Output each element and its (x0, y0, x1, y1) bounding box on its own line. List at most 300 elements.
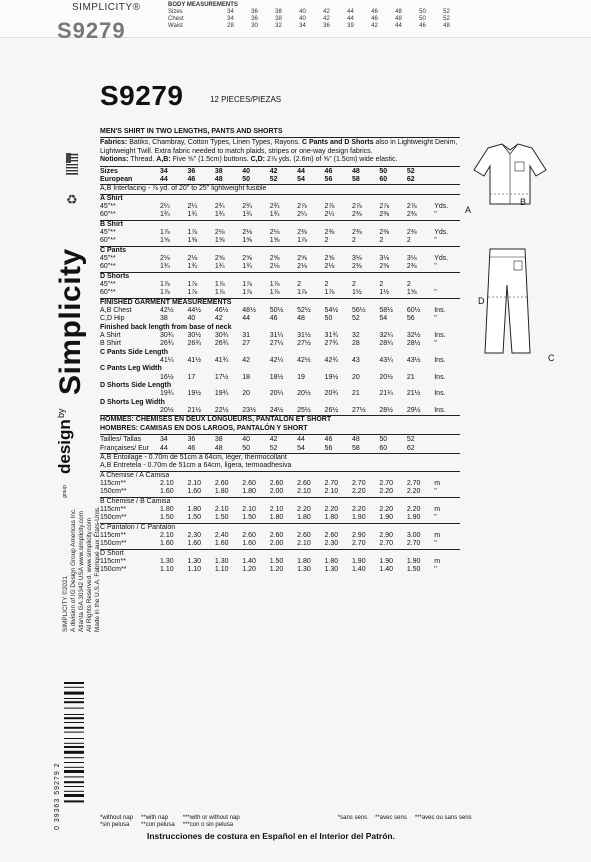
fabrics-label: Fabrics: (100, 139, 128, 147)
cell: 1.20 (242, 566, 256, 574)
cell: 58 (351, 444, 360, 452)
cell: 2.20 (406, 488, 421, 496)
cell: 1.50 (214, 514, 229, 522)
cell: 3.00 (406, 532, 421, 540)
unit: Ins. (434, 307, 446, 315)
cell: 42 (269, 167, 278, 175)
row-label: A Shirt (100, 332, 121, 340)
finished-row (100, 390, 455, 398)
cell: 2⅞ (297, 203, 307, 211)
body-cell: 48 (395, 16, 402, 22)
notions-text: Thread. (130, 156, 155, 164)
cell: 28 (351, 340, 360, 348)
cell: 2.10 (187, 480, 202, 488)
cell: 50 (324, 315, 333, 323)
finished-row (100, 357, 455, 365)
unit: m (434, 506, 441, 514)
yardage-table (100, 281, 455, 298)
cell: 40 (242, 167, 251, 175)
cell: 1⅝ (160, 237, 170, 245)
cell: 26½ (324, 407, 339, 415)
cell: 2⅛ (160, 255, 170, 263)
fabrics-bold: C Pants and D Shorts (301, 139, 374, 147)
shirt-sketch (470, 140, 550, 210)
cell: 1.30 (160, 558, 174, 566)
row-label: Sizes (100, 167, 118, 175)
cell: 1⅞ (242, 281, 253, 289)
cell: 1.20 (269, 566, 284, 574)
body-cell: 42 (371, 23, 378, 29)
fabrics-text: Batiks, Chambray, Cotton Types, Linen Types, Rayons. (129, 139, 300, 147)
finished-table-1 (100, 307, 455, 324)
spanish-yardage-row (100, 488, 455, 496)
finished-row (100, 374, 455, 382)
body-cell: 44 (347, 9, 354, 15)
yardage-row (100, 237, 455, 245)
spanish-yardage-row (100, 480, 455, 488)
cell: 1⅞ (187, 229, 198, 237)
cell: 1⅞ (297, 237, 307, 245)
fabrics-paragraph (100, 139, 460, 156)
cell: 2 (297, 281, 302, 289)
unit: " (434, 540, 437, 548)
cell: 60 (379, 175, 388, 183)
cell: 27½ (297, 340, 311, 348)
cell: 1¾ (214, 211, 225, 219)
cell: 17 (187, 373, 196, 381)
cell: 2 (324, 237, 329, 245)
cell: 1.80 (242, 488, 256, 496)
note-without-nap: *without nap (100, 815, 134, 821)
cell: 1.30 (324, 566, 339, 574)
cell: 2.70 (324, 480, 339, 488)
unit: " (434, 211, 437, 219)
unit: " (434, 289, 437, 297)
body-row-label: Waist (168, 23, 183, 29)
cell: 32½ (406, 332, 421, 340)
finished-row (100, 407, 455, 415)
cell: 1.30 (187, 558, 202, 566)
cell: 56 (324, 444, 333, 452)
unit: Yds. (434, 229, 449, 237)
finished-table-2 (100, 332, 455, 349)
cell: 2.60 (297, 532, 311, 540)
cell: 50½ (269, 307, 284, 315)
cell: 2⅜ (351, 211, 362, 219)
cell: 2⅝ (324, 255, 335, 263)
brand-design: design (55, 419, 74, 474)
cell: 1.40 (242, 558, 256, 566)
cell: 2¼ (297, 211, 307, 219)
cell: 52 (351, 315, 360, 323)
body-cell: 40 (299, 9, 306, 15)
cell: 1⅝ (187, 237, 198, 245)
made-in: Made in the U.S.A. Fabriqué aux États-Unis. (94, 506, 101, 632)
note-sin-pelusa: *sin pelusa (100, 822, 130, 828)
cell: 1¾ (160, 263, 170, 271)
cell: 2⅞ (406, 203, 417, 211)
cell: 2 (406, 281, 411, 289)
cell: 2¾ (269, 203, 280, 211)
cell: 44 (297, 167, 305, 175)
unit: Ins. (434, 373, 446, 381)
cell: 20¾ (324, 390, 339, 398)
tailles-row (100, 436, 455, 444)
view-label-b: B (520, 197, 527, 207)
cell: 19¾ (160, 390, 174, 398)
cell: 18½ (269, 373, 284, 381)
cell: 1.80 (160, 506, 174, 514)
unit: " (434, 514, 437, 522)
cell: 1⅝ (242, 237, 253, 245)
spanish-view-title: C Pantalon / C Pantalón (100, 523, 460, 532)
unit (434, 445, 455, 453)
spanish-title-1: HOMMES: CHEMISES EN DEUX LONGUEURS, PANTALON ET SHORT (100, 415, 460, 424)
recycle-icon: ♻ (66, 192, 78, 207)
cell: 1⅞ (160, 289, 170, 297)
cell: 27¼ (269, 340, 284, 348)
entoilage: A,B Entoilage - 0.70m de 51cm à 64cm, léger, thermocollant (100, 453, 460, 462)
barcode-bar (64, 687, 84, 688)
cell: 44 (160, 444, 168, 452)
barcode-bar (64, 791, 84, 792)
cell: 2⅜ (297, 229, 307, 237)
notions-paragraph (100, 156, 460, 164)
row-label: 45"** (100, 229, 116, 237)
cell: 2 (351, 237, 356, 245)
unit: " (434, 263, 437, 271)
cell: 44 (297, 436, 305, 444)
cell: 2⅜ (406, 229, 417, 237)
cell: 60 (379, 444, 388, 452)
cell: 24½ (269, 407, 284, 415)
cell: 52 (269, 175, 278, 183)
spanish-yardage-row (100, 558, 455, 566)
barcode-bar (64, 738, 84, 739)
cell: 26¾ (214, 340, 229, 348)
cell: 1½ (351, 289, 362, 297)
cell: 1.50 (269, 558, 284, 566)
cell: 1.50 (406, 566, 421, 574)
cell: 54 (297, 175, 305, 183)
notions-cd-text: 2⅞ yds. (2.6m) of ⅝" (1.5cm) wide elastic. (266, 156, 398, 164)
cell: 48 (351, 436, 360, 444)
cell: 29½ (406, 407, 421, 415)
cell: 19½ (324, 373, 339, 381)
yardage-row (100, 263, 455, 271)
cell: 1⅞ (324, 289, 335, 297)
cell: 2 (406, 237, 411, 245)
row-label: Tailles/ Tallas (100, 436, 142, 444)
cell: 42 (214, 315, 223, 323)
cell: 1.10 (187, 566, 202, 574)
entretela: A,B Entretela - 0.70m de 51cm a 64cm, ligera, termoadhesiva (100, 462, 292, 470)
spanish-yardage-table (100, 480, 455, 497)
cell: 1¾ (242, 211, 253, 219)
address-line-2: Atlanta GA 30342 USA www.simplicity.com (78, 511, 85, 632)
fabrics-rest: also in Lightweight Denim, Lightweight Twill. Extra fabric needed to match plaids, stripes or one-way design fabrics. (100, 139, 458, 155)
cell: 2.20 (379, 506, 394, 514)
finished-row (100, 340, 455, 348)
body-cell: 36 (323, 23, 330, 29)
cell: 2⅜ (406, 211, 417, 219)
spanish-instructions: Instrucciones de costura en Español en el Interior del Patrón. (147, 831, 395, 841)
body-cell: 46 (371, 16, 378, 22)
cell: 62 (406, 175, 415, 183)
cell: 43¼ (379, 357, 394, 365)
yardage-row (100, 211, 455, 219)
cell: 1½ (379, 289, 390, 297)
barcode-bar (64, 770, 84, 773)
unit: Ins. (434, 357, 446, 365)
cell: 2⅜ (351, 263, 362, 271)
cell: 2.60 (242, 532, 256, 540)
body-cell: 50 (419, 16, 426, 22)
cell: 46 (187, 175, 196, 183)
view-label-d: D (478, 296, 485, 306)
cell: 17½ (214, 373, 229, 381)
brand-by: by (56, 408, 66, 418)
yardage-view-title: D Shorts (100, 272, 460, 281)
finished-subtitle: C Pants Side Length (100, 348, 169, 356)
cell: 46 (324, 436, 333, 444)
cell: 1¾ (160, 211, 170, 219)
cell: 19½ (187, 390, 202, 398)
cell: 44 (160, 175, 168, 183)
cell: 2⅜ (379, 263, 390, 271)
cell: 1.90 (406, 514, 421, 522)
main-content (100, 128, 460, 575)
cell: 27 (242, 340, 251, 348)
cell: 2.60 (324, 532, 339, 540)
cell: 2⅜ (406, 263, 417, 271)
pieces-count: 12 PIECES/PIEZAS (210, 95, 282, 104)
cell: 26¾ (160, 340, 174, 348)
cell: 56 (406, 315, 415, 323)
cell: 44 (242, 315, 251, 323)
cell: 2.20 (351, 506, 366, 514)
cell: 2⅞ (324, 203, 335, 211)
body-cell: 42 (323, 9, 330, 15)
brand-group: group (62, 485, 68, 498)
cell: 31 (242, 332, 251, 340)
yardage-row (100, 281, 455, 289)
cell: 46 (324, 167, 333, 175)
cell: 2.20 (351, 488, 366, 496)
cell: 28½ (379, 407, 394, 415)
cell: 43½ (406, 357, 421, 365)
cell: 1.60 (187, 540, 202, 548)
finished-row (100, 332, 455, 340)
cell: 60½ (406, 307, 421, 315)
unit: m (434, 532, 441, 540)
body-row (168, 9, 460, 16)
barcode-bar (64, 762, 84, 763)
note-sans-sens: *sans sens (337, 815, 368, 821)
finished-row (100, 307, 455, 315)
unit: m (434, 558, 441, 566)
cell: 21¼ (379, 390, 394, 398)
unit: Ins. (434, 390, 446, 398)
cell: 2⅛ (269, 229, 280, 237)
cell: 1¾ (242, 263, 253, 271)
barcode-bar (64, 722, 84, 723)
cell: 2 (324, 281, 329, 289)
cell: 2.60 (269, 480, 284, 488)
row-label: Françaises/ Eur (100, 444, 150, 452)
barcode-bar (64, 682, 84, 684)
barcode-bar (64, 781, 84, 783)
barcode-bar (64, 786, 84, 787)
note-con-pelusa: **con pelusa (141, 822, 175, 828)
unit (434, 281, 455, 289)
cell: 19 (297, 373, 305, 381)
cell: 18 (242, 373, 251, 381)
body-row (168, 16, 460, 23)
note-avec-ou-sans-sens: ***avec ou sans sens (414, 815, 472, 821)
yardage-view-title: A Shirt (100, 194, 460, 203)
body-cell: 28 (227, 23, 234, 29)
cell: 1¾ (214, 263, 225, 271)
barcode-bar (64, 776, 84, 777)
row-label: 60"** (100, 237, 116, 245)
notions-label: Notions: (100, 156, 129, 164)
cell: 1.50 (160, 514, 174, 522)
unit: m (434, 480, 441, 488)
cell: 1¾ (269, 211, 280, 219)
cell: 31¾ (324, 332, 339, 340)
cell: 1⅞ (187, 281, 198, 289)
cell: 3⅛ (379, 255, 390, 263)
cell: 54 (297, 444, 305, 452)
cell: 21 (351, 390, 360, 398)
cell: 1.80 (269, 514, 284, 522)
cell: 42½ (160, 307, 174, 315)
yardage-view-title: C Pants (100, 246, 460, 255)
interfacing: A,B Interfacing - ⅞ yd. of 20" to 25" lightweight fusible (100, 184, 460, 193)
cell: 31¼ (269, 332, 284, 340)
cell: 1⅞ (160, 281, 170, 289)
pattern-number: S9279 (100, 80, 184, 111)
cell: 1⅝ (406, 289, 417, 297)
unit: " (434, 315, 437, 323)
flap-pattern-number: S9279 (57, 18, 126, 43)
yardage-row (100, 229, 455, 237)
spanish-title-2: HOMBRES: CAMISAS EN DOS LARGOS, PANTALÓN Y SHORT (100, 424, 308, 432)
body-cell: 39 (347, 23, 354, 29)
cell: 20½ (297, 390, 311, 398)
barcode-bar (64, 708, 84, 709)
envelope-flap (0, 0, 591, 43)
row-label: 45"** (100, 281, 116, 289)
cell: 2⅛ (214, 229, 225, 237)
cell: 30¾ (160, 332, 174, 340)
flap-brand: SIMPLICITY® (72, 2, 141, 13)
cell: 1¾ (187, 211, 198, 219)
cell: 2⅝ (297, 255, 307, 263)
finished-subtitle: D Shorts Side Length (100, 382, 172, 390)
cell: 1⅞ (160, 229, 170, 237)
cell: 28½ (406, 340, 421, 348)
cell: 50 (379, 436, 388, 444)
row-label: 150cm** (100, 514, 127, 522)
cell: 2⅜ (324, 229, 335, 237)
barcode-bar (64, 732, 84, 733)
cell: 1.60 (160, 488, 174, 496)
cell: 2 (351, 281, 356, 289)
cell: 2⅝ (269, 255, 280, 263)
body-cell: 34 (227, 9, 234, 15)
cell: 1.80 (324, 558, 339, 566)
cell: 1¾ (187, 263, 198, 271)
sizes-row-us (100, 168, 455, 176)
copyright-block (62, 506, 102, 632)
finished-subtitle: D Shorts Leg Width (100, 398, 165, 406)
unit: Ins. (434, 407, 446, 415)
cell: 31½ (297, 332, 311, 340)
spanish-yardage-row (100, 566, 455, 574)
cell: 26¾ (187, 340, 202, 348)
row-label: 60"** (100, 211, 116, 219)
cell: 2.60 (297, 480, 311, 488)
cell: 2⅞ (379, 203, 390, 211)
cell: 42 (269, 436, 278, 444)
cell: 20½ (160, 407, 174, 415)
cell: 1.30 (214, 558, 229, 566)
finished-length-width (100, 349, 460, 416)
yardage-blocks (100, 194, 460, 298)
cell: 32 (351, 332, 360, 340)
cell: 1⅝ (269, 237, 280, 245)
cell: 56½ (351, 307, 366, 315)
pattern-title: MEN'S SHIRT IN TWO LENGTHS, PANTS AND SHORTS (100, 128, 283, 135)
barcode-bar (64, 794, 84, 797)
divider (100, 137, 460, 138)
cell: 58½ (379, 307, 394, 315)
unit: " (434, 340, 437, 348)
row-label (100, 390, 160, 398)
cell: 46½ (214, 307, 229, 315)
row-label: 60"** (100, 263, 116, 271)
row-label: 115cm** (100, 532, 126, 540)
cell: 1.10 (214, 566, 229, 574)
spanish-yardage-table (100, 558, 455, 575)
barcode (64, 680, 84, 830)
row-label: 60"** (100, 289, 116, 297)
unit: Yds. (434, 255, 449, 263)
cell: 2.20 (297, 506, 311, 514)
divider (100, 166, 460, 167)
cell: 48 (214, 175, 223, 183)
cell: 38 (214, 436, 223, 444)
cell: 2.90 (351, 532, 366, 540)
cell: 36 (187, 167, 196, 175)
barcode-bar (64, 692, 84, 695)
cell: 2.70 (406, 540, 421, 548)
cell: 19¾ (214, 390, 229, 398)
barcode-number: 0 39363 59279 2 (54, 762, 61, 830)
cell: 42½ (297, 357, 311, 365)
address-line-1: A division of IG Design Group Americas Inc. (70, 508, 77, 632)
spanish-view-title: D Short (100, 549, 460, 558)
cell: 2.10 (160, 532, 174, 540)
cell: 32¼ (379, 332, 394, 340)
cell: 62 (406, 444, 415, 452)
cell: 2⅛ (324, 263, 335, 271)
cell: 1⅞ (297, 289, 307, 297)
cell: 1⅞ (269, 289, 280, 297)
row-label: 150cm** (100, 566, 127, 574)
